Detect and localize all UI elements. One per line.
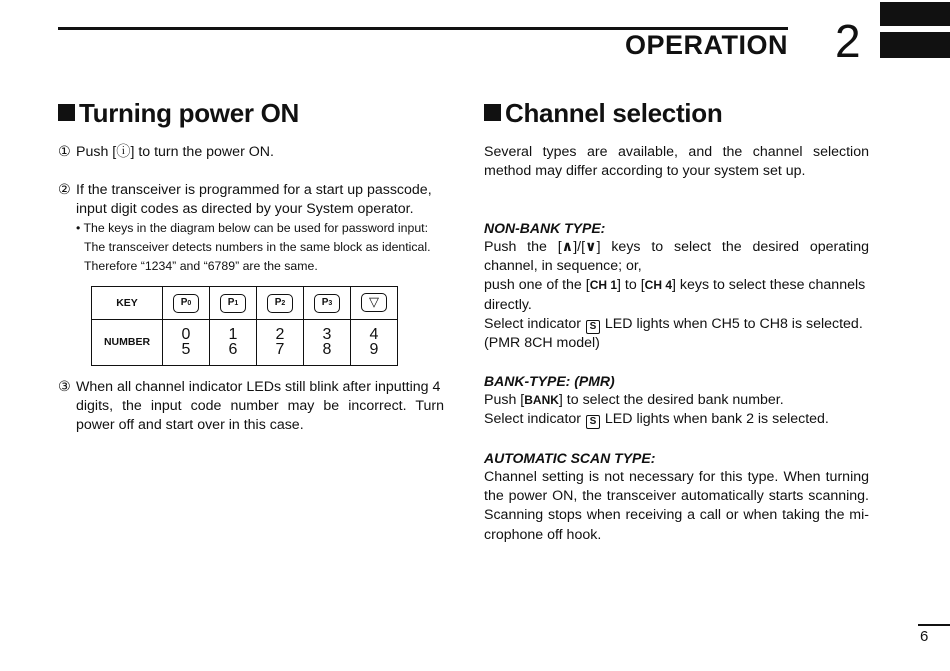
number-cell: 2 7 — [257, 319, 304, 365]
number-cell: 0 5 — [163, 319, 210, 365]
p0-key-icon: P0 — [173, 294, 199, 313]
channel-intro: Several types are available, and the channel selection method may differ according to your system set up. — [484, 144, 869, 180]
step-marker: ② — [58, 182, 71, 198]
auto-scan-text: Channel setting is not necessary for this type. When turning the power ON, the transceiver automatically starts scanning. Scanning stops when receiving a call or when taking the mi- crophone off hook. — [484, 469, 869, 543]
chapter-tab-bar-bottom — [880, 32, 950, 58]
p1-key-icon: P1 — [220, 294, 246, 313]
p2-key-icon: P2 — [267, 294, 293, 313]
s-indicator-icon: S — [586, 320, 600, 334]
bank-type-heading: BANK-TYPE: (PMR) — [484, 373, 615, 389]
non-bank-heading: NON-BANK TYPE: — [484, 220, 606, 236]
auto-scan-heading: AUTOMATIC SCAN TYPE: — [484, 450, 656, 466]
number-cell: 3 8 — [304, 319, 351, 365]
down-key-icon: ▽ — [361, 293, 387, 312]
p3-key-icon: P3 — [314, 294, 340, 313]
number-cell: 4 9 — [351, 319, 398, 365]
chapter-title: OPERATION — [624, 30, 788, 60]
s-indicator-icon: S — [586, 415, 600, 429]
non-bank-text: Push the [∧]/[∨] keys to select the desired operating channel, in sequence; or, push one of the [CH 1] to [CH 4] keys to select these channels directly. Select indicator S LED lights when CH5 to CH8 is selected. (PMR 8CH model) — [484, 239, 869, 352]
bank-key-label: BANK — [524, 393, 559, 407]
ch4-key-label: CH 4 — [644, 278, 672, 293]
table-row-numbers — [92, 319, 398, 365]
key-number-table — [91, 286, 398, 366]
number-cell: 1 6 — [210, 319, 257, 365]
chapter-tab-bar-top — [880, 2, 950, 26]
up-key-icon: ∧ — [561, 239, 574, 255]
bank-type-text: Push [BANK] to select the desired bank number. Select indicator S LED lights when bank 2 is selected. — [484, 392, 829, 428]
step-1: ① Push [ⓘ] to turn the power ON. — [58, 144, 274, 160]
power-key-icon: ⓘ — [116, 144, 131, 160]
table-row-keys — [92, 287, 398, 320]
page-number: 6 — [920, 628, 929, 645]
step-3: ③ When all channel indicator LEDs still blink after inputting 4 digits, the input code number may be incorrect. Turn power off and start over in this case. — [58, 379, 444, 433]
number-header: NUMBER — [92, 319, 163, 365]
step-2: ② If the transceiver is programmed for a start up passcode, input digit codes as directed by your System operator. — [58, 182, 432, 217]
chapter-number: 2 — [835, 15, 861, 67]
section-heading-channel-selection: Channel selection — [484, 98, 722, 129]
step-marker: ③ — [58, 379, 71, 395]
key-header: KEY — [92, 287, 163, 320]
square-bullet-icon — [58, 104, 75, 121]
password-note: • The keys in the diagram below can be used for password input: The transceiver detects numbers in the same block as identical. Therefore “1234” and “6789” are the same. — [76, 221, 431, 273]
section-heading-power-on: Turning power ON — [58, 98, 299, 129]
step-marker: ① — [58, 144, 71, 160]
square-bullet-icon — [484, 104, 501, 121]
ch1-key-label: CH 1 — [589, 278, 618, 293]
page-number-rule — [918, 624, 950, 626]
down-key-icon: ∨ — [585, 239, 597, 255]
